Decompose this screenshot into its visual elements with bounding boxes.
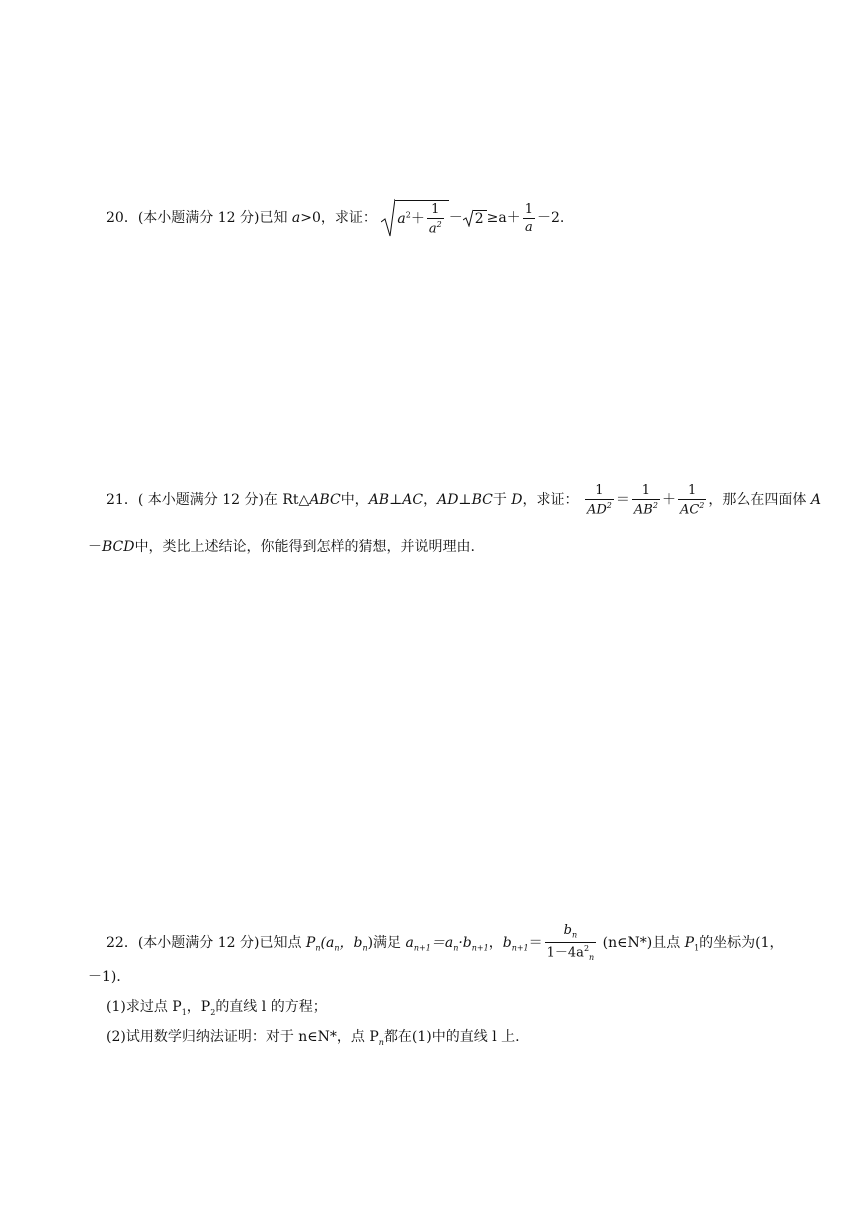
q21-fraction-ad: $\frac{1}{AD^2}$ <box>586 483 612 518</box>
q22-coord: 的坐标为(1， <box>699 934 784 951</box>
q20-cond: >0，求证： <box>300 210 377 226</box>
q20-a-squared: a <box>397 211 406 228</box>
q22-recurrence-b: b <box>502 934 512 951</box>
q20-var-a: a <box>291 210 301 226</box>
q22-recurrence-a: a <box>405 934 414 951</box>
question-22-part1: (1)求过点 $P_1$，$P_2$的直线 l 的方程； <box>106 999 327 1017</box>
q20-number: 20． <box>106 210 138 226</box>
q22-number: 22． <box>106 934 138 951</box>
radical-sign-icon <box>381 198 395 238</box>
q20-prefix: (本小题满分 12 分)已知 <box>137 210 292 226</box>
question-21: 21．( 本小题满分 12 分)在 Rt△ABC中，AB⊥AC，AD⊥BC于 D，求证： $\frac{1}{AD^2}$ ＝ $\frac{1}{AB^2}$ ＋ $\frac{1}{AC^2}$ ，那么在四面体 A <box>106 483 821 518</box>
q21-abc: ABC <box>309 492 341 509</box>
q21-number: 21． <box>106 492 138 509</box>
q20-two: 2 <box>473 210 487 226</box>
q20-minus: － <box>448 210 463 226</box>
question-22-line2: －1)． <box>88 969 131 985</box>
question-20 <box>106 198 564 238</box>
q21-fraction-ab: $\frac{1}{AB^2}$ <box>633 483 658 518</box>
q20-frac-num: 1 <box>427 203 444 219</box>
q21-bcd: BCD <box>102 539 135 555</box>
q21-d: D <box>511 492 523 509</box>
q22-condition: (n∈N*)且点 <box>598 934 685 951</box>
q21-ad-perp-bc: AD⊥BC <box>437 492 493 509</box>
q20-fraction-1-over-a: $\frac{1}{a}$ <box>524 201 533 235</box>
q21-prefix: ( 本小题满分 12 分)在 Rt△ <box>137 492 310 509</box>
q21-suffix: ，那么在四面体 <box>708 492 811 509</box>
question-22-part2: (2)试用数学归纳法证明：对于 n∈N*，点 $P_n$都在(1)中的直线 l 上. <box>106 1029 520 1047</box>
q20-sqrt-expression: $a^2+$ $\frac{1}{a^2}$ <box>381 198 448 238</box>
q22-prefix: (本小题满分 12 分)已知点 <box>137 934 306 951</box>
q21-line2-text: 中，类比上述结论，你能得到怎样的猜想，并说明理由. <box>134 539 475 555</box>
question-22: 22．(本小题满分 12 分)已知点 $P_n(a_n$，$b_n$)满足 $a_{n+1}=a_n\cdot b_{n+1}$，$b_{n+1}=$ $\frac{b_n}{1-4a^2_n}$ (n∈N*)且点 $P_1$的坐标为(1， <box>106 923 784 962</box>
q21-fraction-ac: $\frac{1}{AC^2}$ <box>679 483 705 518</box>
q20-geq: ≥a＋ <box>486 210 521 226</box>
q20-sqrt2 <box>463 209 487 227</box>
q20-plus: ＋ <box>410 211 425 228</box>
question-21-line2: －BCD中，类比上述结论，你能得到怎样的猜想，并说明理由. <box>88 539 475 555</box>
q21-ab-perp-ac: AB⊥AC <box>368 492 424 509</box>
q20-fraction-1-over-a2: $\frac{1}{a^2}$ <box>428 202 442 237</box>
radical-sign-small-icon <box>463 209 473 227</box>
q22-fraction: $\frac{b_n}{1-4a^2_n}$ <box>546 923 595 962</box>
q20-tail: －2. <box>536 210 565 226</box>
